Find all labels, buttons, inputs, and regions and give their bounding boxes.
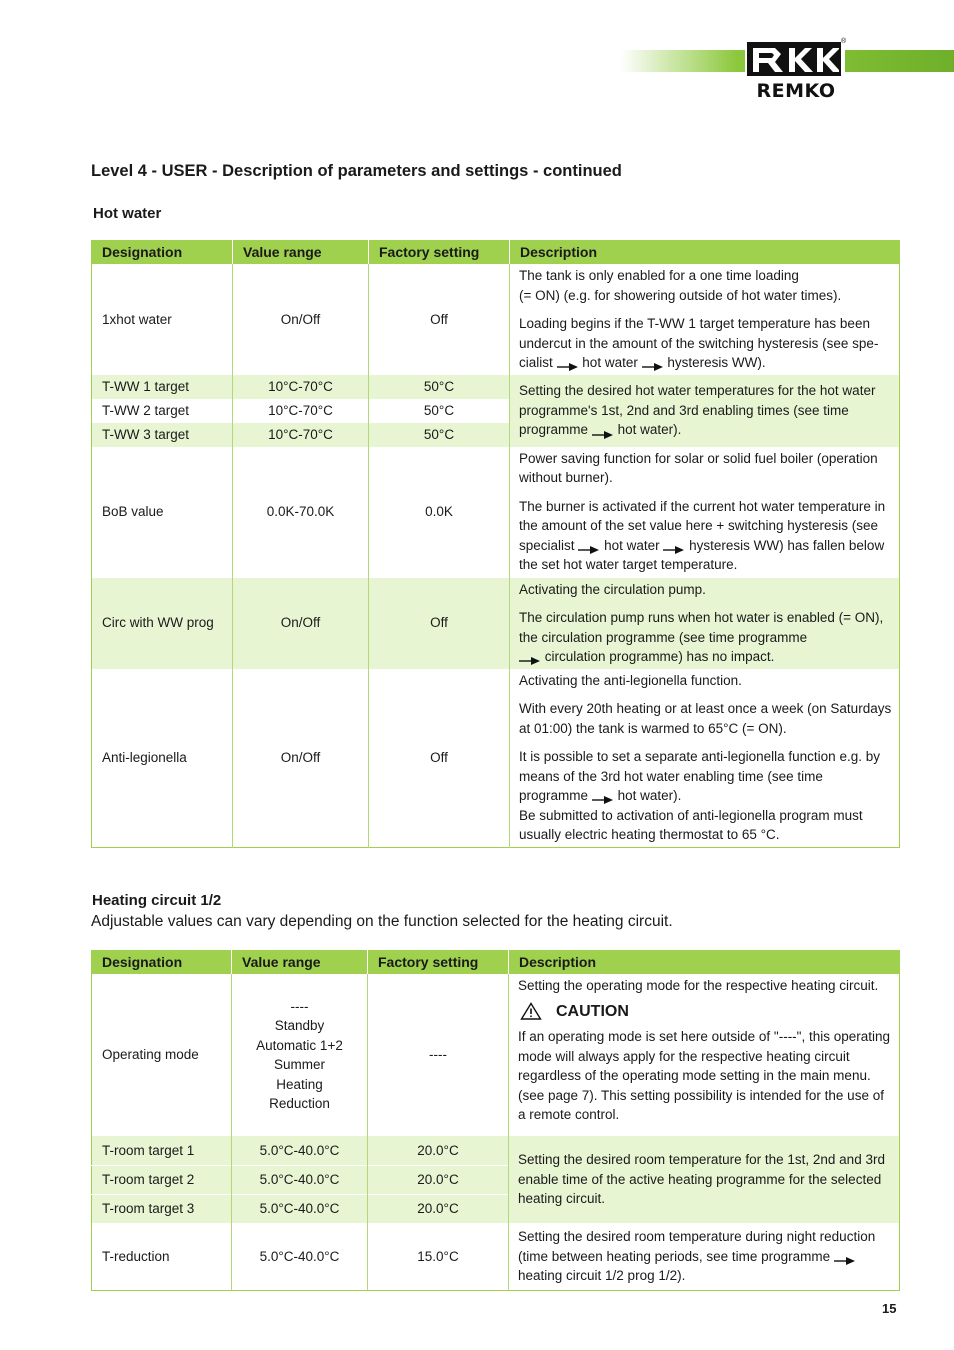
remko-logo [745, 38, 845, 102]
table-row [92, 1136, 900, 1165]
desc-paragraph [519, 381, 895, 440]
description-cell [509, 1223, 900, 1290]
desc-text: hot water [582, 355, 638, 370]
hot-water-heading: Hot water [93, 205, 162, 222]
arrow-right-icon [592, 791, 614, 801]
desc-paragraph [519, 608, 895, 667]
description-cell [510, 264, 900, 375]
desc-text: hot water [604, 537, 660, 553]
designation-cell: T-room target 2 [92, 1165, 232, 1194]
factory-cell: 50°C [369, 399, 510, 423]
desc-text: (= ON) (e.g. for showering outside of hot water times). [519, 287, 842, 303]
factory-cell: 50°C [369, 423, 510, 447]
col-designation: Designation [92, 241, 233, 265]
factory-cell: Off [369, 578, 510, 669]
range-cell: 0.0K-70.0K [233, 447, 369, 578]
table-row [92, 1223, 900, 1290]
range-option: Heating [276, 1076, 323, 1092]
factory-cell: Off [369, 669, 510, 848]
heating-circuit-intro: Adjustable values can vary depending on the function selected for the heating circuit. [91, 913, 673, 930]
factory-cell: 50°C [369, 375, 510, 399]
desc-paragraph [519, 747, 895, 806]
description-cell [509, 974, 900, 1136]
range-cell: On/Off [233, 264, 369, 375]
desc-text: Activating the anti-legionella function. [519, 672, 742, 688]
warning-triangle-icon [520, 1002, 542, 1020]
range-cell: 5.0°C-40.0°C [232, 1194, 368, 1223]
col-description: Description [509, 951, 900, 975]
col-value-range: Value range [233, 241, 369, 265]
page-title: Level 4 - USER - Description of parameters and settings - continued [91, 162, 622, 180]
registered-mark: ® [841, 38, 847, 45]
table-row [92, 669, 900, 848]
desc-paragraph [519, 314, 895, 373]
range-option: Standby [274, 1018, 325, 1033]
desc-text: The burner is activated if the current hot water temperature in the amount of the set value here + switching hysteresis (see specialist [519, 498, 886, 553]
desc-text: Power saving function for solar or solid fuel boiler (operation without burner). [519, 450, 878, 485]
brand-name: REMKO [756, 80, 836, 102]
desc-text: Setting the operating mode for the respective heating circuit. [518, 978, 879, 993]
range-cell: 5.0°C-40.0°C [232, 1223, 368, 1290]
arrow-right-icon [578, 541, 600, 551]
factory-cell: 0.0K [369, 447, 510, 578]
range-cell: On/Off [233, 669, 369, 848]
desc-text: Setting the desired hot water temperatures for the hot water programme's 1st, 2nd and 3rd enabling times (see time programme [519, 383, 876, 438]
range-option: Summer [273, 1057, 325, 1072]
factory-cell: ---- [368, 974, 509, 1136]
desc-text: circulation programme) has no impact. [544, 649, 775, 664]
col-factory-setting: Factory setting [369, 241, 510, 265]
range-cell: On/Off [233, 578, 369, 669]
table-row [92, 578, 900, 669]
description-cell: Setting the desired room temperature for the 1st, 2nd and 3rd enable time of the active heating programme for the selected heating circuit. [509, 1136, 900, 1223]
caution-note [520, 1002, 895, 1022]
range-cell: 10°C-70°C [233, 399, 369, 423]
designation-cell: T-WW 2 target [92, 399, 233, 423]
desc-text: Loading begins if the T-WW 1 target temperature has been undercut in the amount of the switching hysteresis (see spe-cialist [519, 316, 879, 370]
arrow-right-icon [834, 1252, 856, 1262]
desc-text: Setting the desired room temperature during night reduction (time between heating periods, see time programme [518, 1229, 876, 1264]
desc-text: Activating the circulation pump. [519, 581, 706, 597]
factory-cell: Off [369, 264, 510, 375]
arrow-right-icon [642, 358, 664, 368]
range-option: Reduction [269, 1096, 330, 1111]
table-row [92, 264, 900, 375]
designation-cell: BoB value [92, 447, 233, 578]
hot-water-table [91, 240, 900, 848]
remko-logo-icon [745, 38, 845, 78]
desc-text: With every 20th heating or at least once a week (on Saturdays at 01:00) the tank is warmed to 65°C (= ON). [519, 701, 892, 736]
desc-text: The tank is only enabled for a one time loading [519, 268, 799, 283]
range-option: Automatic 1+2 [256, 1037, 343, 1053]
designation-cell: T-reduction [92, 1223, 232, 1290]
desc-text: hot water). [617, 422, 682, 438]
designation-cell: T-WW 3 target [92, 423, 233, 447]
range-cell: 10°C-70°C [233, 423, 369, 447]
designation-cell: Circ with WW prog [92, 578, 233, 669]
heating-circuit-table [91, 950, 900, 1291]
col-factory-setting: Factory setting [368, 951, 509, 975]
designation-cell: Anti-legionella [92, 669, 233, 848]
designation-cell: 1xhot water [92, 264, 233, 375]
page-number: 15 [882, 1301, 897, 1316]
heating-circuit-heading: Heating circuit 1/2 [92, 892, 222, 909]
desc-paragraph [518, 1227, 895, 1286]
description-cell [510, 669, 900, 848]
desc-text: hot water). [617, 788, 682, 803]
arrow-right-icon [519, 652, 541, 662]
desc-text: Be submitted to activation of anti-legionella program must usually electric heating thermostat to 65 °C. [519, 807, 863, 842]
caution-label: CAUTION [556, 1002, 629, 1020]
range-cell: 5.0°C-40.0°C [232, 1165, 368, 1194]
designation-cell: T-room target 1 [92, 1136, 232, 1165]
arrow-right-icon [663, 541, 685, 551]
factory-cell: 20.0°C [368, 1136, 509, 1165]
description-cell [510, 578, 900, 669]
arrow-right-icon [557, 358, 579, 368]
factory-cell: 15.0°C [368, 1223, 509, 1290]
designation-cell: Operating mode [92, 974, 232, 1136]
desc-text: The circulation pump runs when hot water is enabled (= ON), the circulation programme (see time programme [519, 610, 884, 645]
range-option: ---- [290, 998, 309, 1014]
col-description: Description [510, 241, 900, 265]
factory-cell: 20.0°C [368, 1165, 509, 1194]
range-cell: 5.0°C-40.0°C [232, 1136, 368, 1165]
desc-text: heating circuit 1/2 prog 1/2). [518, 1268, 686, 1283]
desc-text: It is possible to set a separate anti-legionella function e.g. by means of the 3rd hot water enabling time (see time programme [519, 749, 880, 803]
table-row [92, 974, 900, 1136]
desc-text: hysteresis WW) has fallen below the set hot water target temperature. [519, 537, 885, 572]
designation-cell: T-WW 1 target [92, 375, 233, 399]
desc-paragraph [519, 497, 895, 575]
table-row [92, 375, 900, 399]
range-cell: 10°C-70°C [233, 375, 369, 399]
col-designation: Designation [92, 951, 232, 975]
table-row [92, 447, 900, 578]
desc-text: hysteresis WW). [667, 355, 766, 370]
factory-cell: 20.0°C [368, 1194, 509, 1223]
arrow-right-icon [592, 426, 614, 436]
description-cell [510, 375, 900, 447]
designation-cell: T-room target 3 [92, 1194, 232, 1223]
col-value-range: Value range [232, 951, 368, 975]
desc-text: If an operating mode is set here outside of "----", this operating mode will always apply for the respective heating circuit regardless of the operating mode setting in the main menu. (see page 7). This setting possibility is intended for the use of a remote control. [518, 1029, 891, 1122]
range-cell [232, 974, 368, 1136]
description-cell [510, 447, 900, 578]
